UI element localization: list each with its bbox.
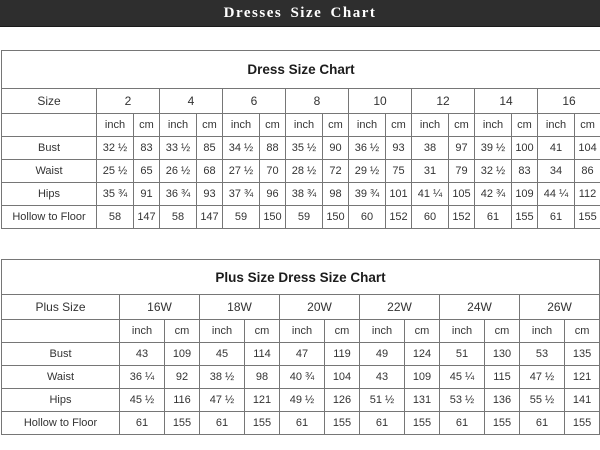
value-cell-inch: 49 ½	[280, 389, 325, 412]
value-cell-inch: 40 ¾	[280, 366, 325, 389]
value-cell-inch: 61	[440, 412, 485, 435]
value-cell-inch: 61	[520, 412, 565, 435]
size-cell: 20W	[280, 295, 360, 320]
value-cell-inch: 37 ¾	[223, 183, 260, 206]
value-cell-cm: 96	[260, 183, 286, 206]
value-cell-cm: 68	[197, 160, 223, 183]
value-cell-cm: 115	[485, 366, 520, 389]
table-title-row	[2, 260, 600, 295]
value-cell-cm: 112	[575, 183, 600, 206]
size-chart-table	[1, 50, 600, 229]
unit-cell-cm: cm	[197, 114, 223, 137]
value-cell-inch: 45	[200, 343, 245, 366]
unit-cell-inch: inch	[223, 114, 260, 137]
value-cell-cm: 93	[386, 137, 412, 160]
value-cell-inch: 26 ½	[160, 160, 197, 183]
table-title-row	[2, 51, 600, 89]
unit-cell-inch: inch	[520, 320, 565, 343]
unit-cell-cm: cm	[134, 114, 160, 137]
table-title: Dress Size Chart	[2, 51, 600, 89]
value-cell-cm: 100	[512, 137, 538, 160]
value-cell-cm: 98	[245, 366, 280, 389]
measurement-label-cell: Hips	[2, 183, 97, 206]
value-cell-cm: 83	[134, 137, 160, 160]
value-cell-inch: 36 ¾	[160, 183, 197, 206]
value-cell-inch: 38	[412, 137, 449, 160]
unit-header-row	[2, 320, 600, 343]
value-cell-cm: 155	[565, 412, 600, 435]
value-cell-inch: 25 ½	[97, 160, 134, 183]
unit-cell-cm: cm	[565, 320, 600, 343]
value-cell-cm: 124	[405, 343, 440, 366]
page-title: Dresses Size Chart	[223, 4, 377, 21]
value-cell-cm: 155	[485, 412, 520, 435]
value-cell-cm: 155	[245, 412, 280, 435]
unit-row-spacer-cell	[2, 114, 97, 137]
value-cell-inch: 31	[412, 160, 449, 183]
value-cell-cm: 130	[485, 343, 520, 366]
unit-cell-inch: inch	[97, 114, 134, 137]
unit-cell-inch: inch	[349, 114, 386, 137]
value-cell-inch: 61	[538, 206, 575, 229]
unit-cell-cm: cm	[386, 114, 412, 137]
value-cell-cm: 85	[197, 137, 223, 160]
value-cell-cm: 155	[165, 412, 200, 435]
value-cell-inch: 34	[538, 160, 575, 183]
value-cell-inch: 43	[360, 366, 405, 389]
value-cell-inch: 61	[360, 412, 405, 435]
table-row	[2, 183, 600, 206]
unit-cell-cm: cm	[260, 114, 286, 137]
value-cell-cm: 79	[449, 160, 475, 183]
value-cell-inch: 49	[360, 343, 405, 366]
value-cell-inch: 61	[120, 412, 165, 435]
size-cell: 6	[223, 89, 286, 114]
table-row	[2, 389, 600, 412]
value-cell-cm: 114	[245, 343, 280, 366]
value-cell-cm: 93	[197, 183, 223, 206]
unit-cell-inch: inch	[538, 114, 575, 137]
unit-cell-inch: inch	[160, 114, 197, 137]
unit-cell-cm: cm	[575, 114, 600, 137]
value-cell-inch: 39 ½	[475, 137, 512, 160]
unit-cell-cm: cm	[449, 114, 475, 137]
value-cell-inch: 53	[520, 343, 565, 366]
value-cell-cm: 83	[512, 160, 538, 183]
unit-header-row	[2, 114, 600, 137]
value-cell-inch: 55 ½	[520, 389, 565, 412]
value-cell-cm: 104	[575, 137, 600, 160]
value-cell-cm: 155	[575, 206, 600, 229]
value-cell-cm: 105	[449, 183, 475, 206]
size-cell: 26W	[520, 295, 600, 320]
plus-size-chart-section	[1, 259, 599, 435]
value-cell-cm: 147	[134, 206, 160, 229]
table-row	[2, 343, 600, 366]
measurement-label-cell: Waist	[2, 160, 97, 183]
value-cell-cm: 72	[323, 160, 349, 183]
size-cell: 24W	[440, 295, 520, 320]
size-header-label-cell: Plus Size	[2, 295, 120, 320]
value-cell-cm: 101	[386, 183, 412, 206]
unit-cell-inch: inch	[200, 320, 245, 343]
unit-row-spacer-cell	[2, 320, 120, 343]
value-cell-inch: 28 ½	[286, 160, 323, 183]
value-cell-cm: 65	[134, 160, 160, 183]
value-cell-inch: 33 ½	[160, 137, 197, 160]
value-cell-inch: 41 ¼	[412, 183, 449, 206]
value-cell-cm: 152	[386, 206, 412, 229]
value-cell-inch: 43	[120, 343, 165, 366]
value-cell-inch: 36 ¼	[120, 366, 165, 389]
value-cell-inch: 36 ½	[349, 137, 386, 160]
value-cell-cm: 147	[197, 206, 223, 229]
value-cell-cm: 88	[260, 137, 286, 160]
unit-cell-cm: cm	[165, 320, 200, 343]
value-cell-cm: 155	[512, 206, 538, 229]
unit-cell-inch: inch	[280, 320, 325, 343]
table-row	[2, 137, 600, 160]
measurement-label-cell: Hips	[2, 389, 120, 412]
size-cell: 16	[538, 89, 600, 114]
value-cell-inch: 42 ¾	[475, 183, 512, 206]
unit-cell-inch: inch	[475, 114, 512, 137]
value-cell-cm: 121	[245, 389, 280, 412]
size-cell: 12	[412, 89, 475, 114]
unit-cell-cm: cm	[323, 114, 349, 137]
charts-container	[0, 50, 600, 435]
value-cell-cm: 86	[575, 160, 600, 183]
size-cell: 10	[349, 89, 412, 114]
measurement-label-cell: Bust	[2, 137, 97, 160]
value-cell-inch: 32 ½	[97, 137, 134, 160]
value-cell-inch: 60	[412, 206, 449, 229]
unit-cell-inch: inch	[412, 114, 449, 137]
size-cell: 8	[286, 89, 349, 114]
size-cell: 4	[160, 89, 223, 114]
unit-cell-inch: inch	[120, 320, 165, 343]
size-cell: 2	[97, 89, 160, 114]
value-cell-inch: 38 ½	[200, 366, 245, 389]
page-header-bar	[0, 0, 600, 27]
value-cell-cm: 126	[325, 389, 360, 412]
measurement-label-cell: Waist	[2, 366, 120, 389]
value-cell-inch: 59	[286, 206, 323, 229]
value-cell-inch: 39 ¾	[349, 183, 386, 206]
value-cell-cm: 97	[449, 137, 475, 160]
value-cell-cm: 91	[134, 183, 160, 206]
value-cell-cm: 92	[165, 366, 200, 389]
value-cell-inch: 41	[538, 137, 575, 160]
value-cell-inch: 44 ¼	[538, 183, 575, 206]
value-cell-inch: 59	[223, 206, 260, 229]
value-cell-inch: 47	[280, 343, 325, 366]
unit-cell-cm: cm	[245, 320, 280, 343]
size-header-row	[2, 89, 600, 114]
value-cell-cm: 155	[405, 412, 440, 435]
value-cell-cm: 109	[405, 366, 440, 389]
value-cell-cm: 141	[565, 389, 600, 412]
value-cell-inch: 60	[349, 206, 386, 229]
value-cell-cm: 75	[386, 160, 412, 183]
value-cell-inch: 58	[160, 206, 197, 229]
value-cell-inch: 35 ½	[286, 137, 323, 160]
size-chart-table	[1, 259, 600, 435]
value-cell-cm: 131	[405, 389, 440, 412]
size-header-label-cell: Size	[2, 89, 97, 114]
value-cell-cm: 150	[323, 206, 349, 229]
unit-cell-inch: inch	[286, 114, 323, 137]
value-cell-cm: 116	[165, 389, 200, 412]
value-cell-cm: 152	[449, 206, 475, 229]
value-cell-cm: 90	[323, 137, 349, 160]
measurement-label-cell: Hollow to Floor	[2, 412, 120, 435]
unit-cell-cm: cm	[485, 320, 520, 343]
value-cell-cm: 136	[485, 389, 520, 412]
size-cell: 18W	[200, 295, 280, 320]
value-cell-cm: 121	[565, 366, 600, 389]
value-cell-inch: 53 ½	[440, 389, 485, 412]
value-cell-inch: 51 ½	[360, 389, 405, 412]
unit-cell-inch: inch	[360, 320, 405, 343]
value-cell-cm: 150	[260, 206, 286, 229]
value-cell-inch: 45 ¼	[440, 366, 485, 389]
value-cell-cm: 135	[565, 343, 600, 366]
value-cell-inch: 47 ½	[200, 389, 245, 412]
unit-cell-cm: cm	[325, 320, 360, 343]
value-cell-cm: 109	[165, 343, 200, 366]
value-cell-inch: 32 ½	[475, 160, 512, 183]
measurement-label-cell: Bust	[2, 343, 120, 366]
value-cell-cm: 98	[323, 183, 349, 206]
value-cell-inch: 45 ½	[120, 389, 165, 412]
table-row	[2, 412, 600, 435]
size-cell: 22W	[360, 295, 440, 320]
table-row	[2, 206, 600, 229]
value-cell-cm: 104	[325, 366, 360, 389]
value-cell-cm: 109	[512, 183, 538, 206]
value-cell-inch: 34 ½	[223, 137, 260, 160]
value-cell-inch: 61	[280, 412, 325, 435]
value-cell-inch: 29 ½	[349, 160, 386, 183]
value-cell-inch: 47 ½	[520, 366, 565, 389]
measurement-label-cell: Hollow to Floor	[2, 206, 97, 229]
value-cell-cm: 70	[260, 160, 286, 183]
standard-size-chart-section	[1, 50, 599, 229]
unit-cell-cm: cm	[512, 114, 538, 137]
value-cell-inch: 61	[475, 206, 512, 229]
unit-cell-inch: inch	[440, 320, 485, 343]
size-header-row	[2, 295, 600, 320]
size-cell: 16W	[120, 295, 200, 320]
value-cell-inch: 51	[440, 343, 485, 366]
value-cell-inch: 35 ¾	[97, 183, 134, 206]
table-row	[2, 160, 600, 183]
value-cell-inch: 27 ½	[223, 160, 260, 183]
table-title: Plus Size Dress Size Chart	[2, 260, 600, 295]
value-cell-cm: 119	[325, 343, 360, 366]
unit-cell-cm: cm	[405, 320, 440, 343]
value-cell-cm: 155	[325, 412, 360, 435]
table-row	[2, 366, 600, 389]
size-cell: 14	[475, 89, 538, 114]
value-cell-inch: 61	[200, 412, 245, 435]
value-cell-inch: 38 ¾	[286, 183, 323, 206]
value-cell-inch: 58	[97, 206, 134, 229]
